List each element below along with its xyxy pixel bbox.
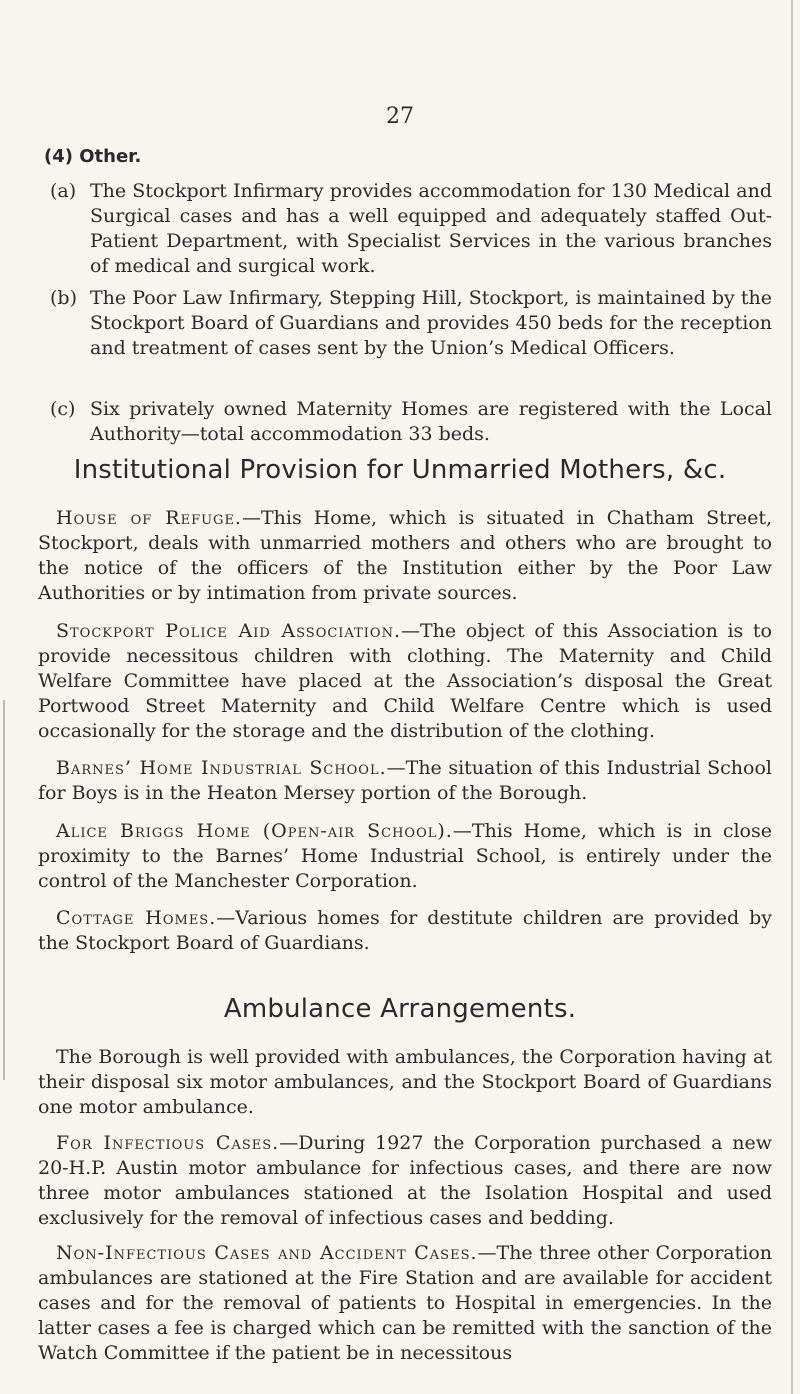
list-item xyxy=(50,286,772,361)
paragraph-lead: Stockport Police Aid Association. xyxy=(56,620,401,642)
paragraph-text: —Various homes for destitute children are provided by the Stockport Board of Guardians. xyxy=(38,907,772,954)
paragraph xyxy=(38,756,772,806)
item-text: The Stockport Infirmary provides accommodation for 130 Medical and Surgical cases and has a well equipped and adequately staffed Out-Patient Department, with Specialist Services in the various branches of medical and surgical work. xyxy=(90,180,772,277)
paragraph-text: —This Home, which is in close proximity to the Barnes’ Home Industrial School, is entirely under the control of the Manchester Corporation. xyxy=(38,820,772,892)
item-label: (b) xyxy=(50,287,77,309)
page-edge-shadow xyxy=(791,0,793,1394)
paragraph-lead: Cottage Homes. xyxy=(56,907,217,929)
list-item xyxy=(50,397,772,447)
paragraph xyxy=(38,819,772,894)
item-text: The Poor Law Infirmary, Stepping Hill, Stockport, is maintained by the Stockport Board of Guardians and provides 450 beds for the reception and treatment of cases sent by the Union’s Medical Officers. xyxy=(90,287,772,359)
paragraph-text: —The object of this Association is to provide necessitous children with clothing. The Maternity and Child Welfare Committee have placed at the Association’s disposal the Great Portwood Street Maternity and Child Welfare Centre which is used occasionally for the storage and the distribution of the clothing. xyxy=(38,620,772,742)
paragraph-lead: House of Refuge. xyxy=(56,507,242,529)
institutional-heading: Institutional Provision for Unmarried Mothers, &c. xyxy=(73,455,727,485)
paragraph-lead: Alice Briggs Home (Open-air School). xyxy=(56,820,453,842)
paragraph xyxy=(38,906,772,956)
item-text: Six privately owned Maternity Homes are registered with the Local Authority—total accommodation 33 beds. xyxy=(90,398,772,445)
ambulance-heading: Ambulance Arrangements. xyxy=(223,994,577,1024)
paragraph-text: —The three other Corporation ambulances are stationed at the Fire Station and are available for accident cases and for the removal of patients to Hospital in emergencies. In the latter cases a fee is charged which can be remitted with the sanction of the Watch Committee if the patient be in necessitous xyxy=(38,1242,772,1364)
section-title: (4) Other. xyxy=(44,146,142,167)
paragraph-lead: For Infectious Cases. xyxy=(56,1132,280,1154)
paragraph xyxy=(38,619,772,744)
paragraph xyxy=(38,1241,772,1366)
paragraph-text: —This Home, which is situated in Chatham Street, Stockport, deals with unmarried mothers and others who are brought to the notice of the officers of the Institution either by the Poor Law Authorities or by intimation from private sources. xyxy=(38,507,773,604)
paragraph: The Borough is well provided with ambulances, the Corporation having at their disposal six motor ambulances, and the Stockport Board of Guardians one motor ambulance. xyxy=(38,1046,772,1118)
paragraph xyxy=(38,506,772,606)
page-number: 27 xyxy=(386,104,414,129)
paragraph-lead: Barnes’ Home Industrial School. xyxy=(56,757,387,779)
paragraph-text: —During 1927 the Corporation purchased a new 20-H.P. Austin motor ambulance for infectious cases, and there are now three motor ambulances stationed at the Isolation Hospital and used exclusively for the removal of infectious cases and bedding. xyxy=(38,1132,772,1229)
paragraph-lead: Non-Infectious Cases and Accident Cases. xyxy=(56,1242,478,1264)
item-label: (c) xyxy=(50,398,76,420)
item-label: (a) xyxy=(50,180,77,202)
list-item xyxy=(50,179,772,279)
paragraph xyxy=(38,1131,772,1231)
paragraph-text: —The situation of this Industrial School for Boys is in the Heaton Mersey portion of the Borough. xyxy=(38,757,772,804)
